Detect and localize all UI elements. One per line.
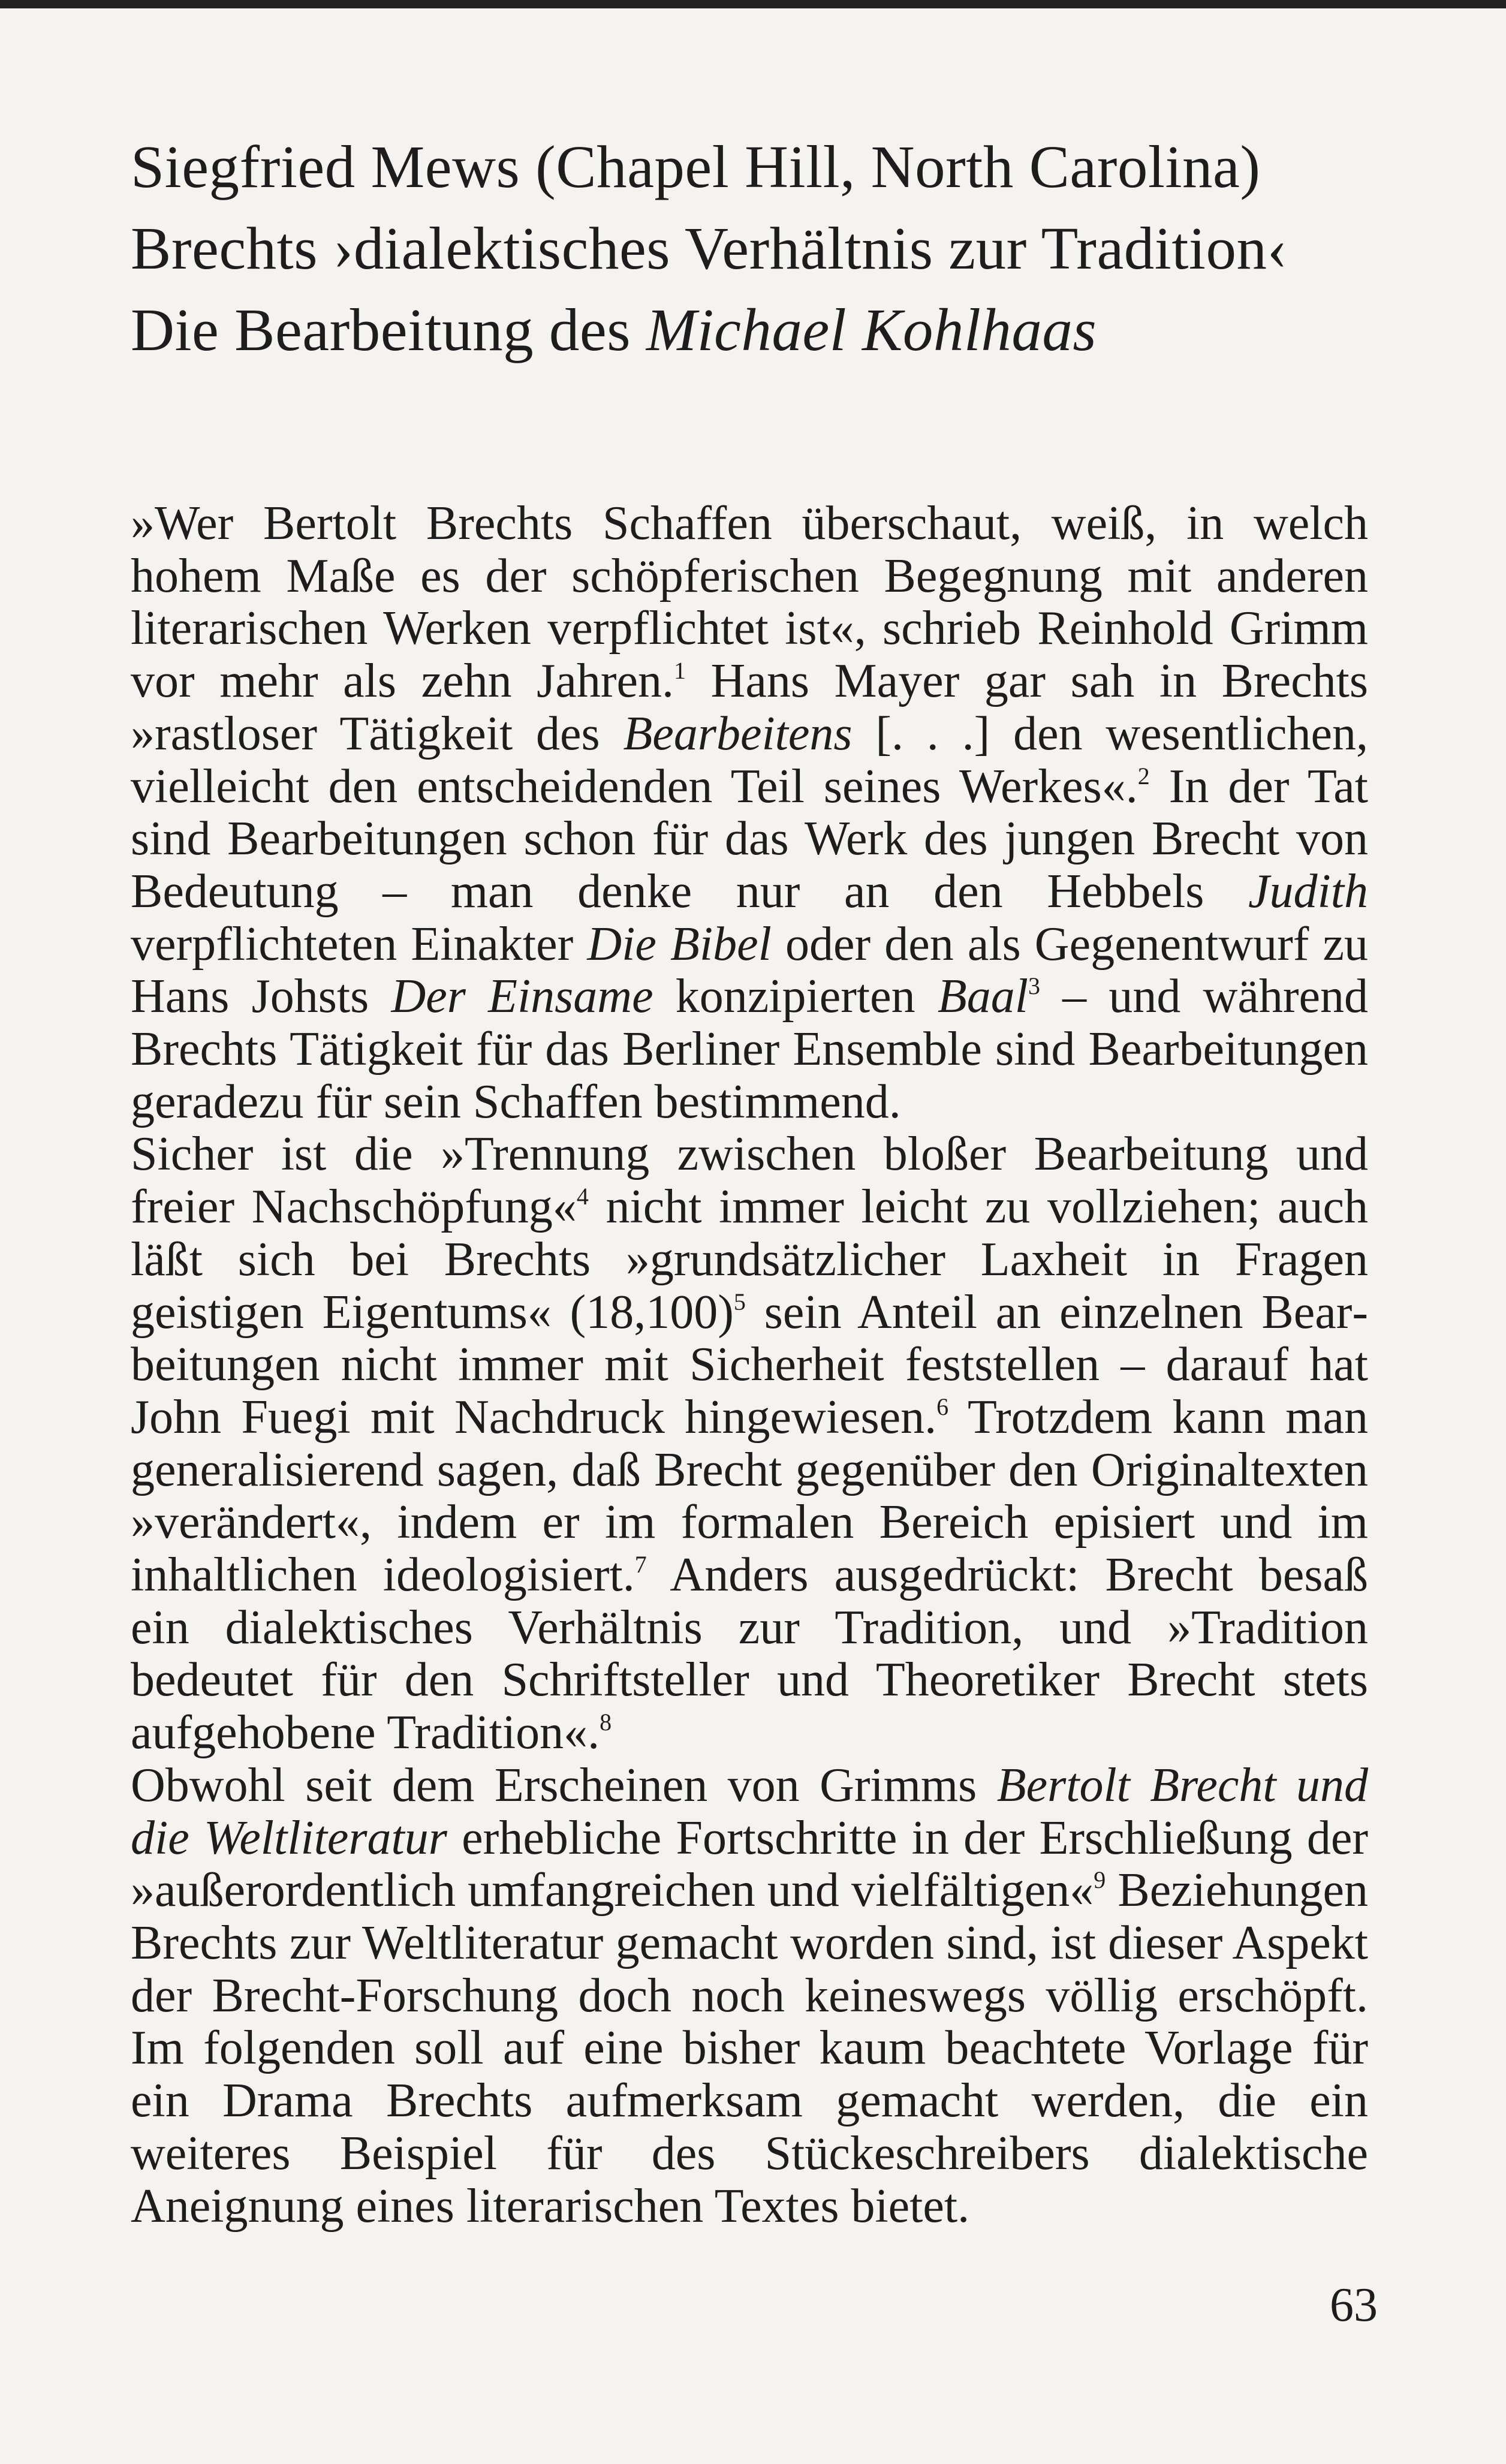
- footnote-marker: 2: [1137, 762, 1150, 790]
- italic-run: Bertolt Brecht und die Weltliteratur: [131, 1758, 1368, 1864]
- text-run: »Wer Bertolt Brechts Schaffen überschaut, weiß, in welch hohem Maße es der schöpferischen Begegnung mit anderen literarischen Werken verpflichtet ist«, schrieb Reinhold Grimm vor mehr als zehn Jahren.: [131, 497, 1368, 708]
- footnote-marker: 9: [1094, 1866, 1106, 1894]
- article-heading: [131, 126, 1390, 370]
- text-run: oder den als Gegenentwurf zu Hans Johsts: [131, 917, 1368, 1023]
- text-run: [. . .] den wesentlichen, vielleicht den entscheidenden Teil seines Werkes«.: [131, 707, 1369, 813]
- text-run: Hans Mayer gar sah in Brechts »rastloser Tätigkeit des: [131, 655, 1369, 760]
- footnote-marker: 5: [733, 1288, 746, 1315]
- page-number: 63: [1330, 2279, 1378, 2332]
- italic-run: Baal: [937, 970, 1028, 1023]
- footnote-marker: 4: [576, 1183, 589, 1210]
- top-edge-rule: [0, 0, 1506, 8]
- text-run: verpflichteten Einakter: [131, 917, 588, 971]
- footnote-marker: 7: [634, 1551, 647, 1579]
- subtitle-work-title: Michael Kohlhaas: [646, 296, 1097, 363]
- text-run: nicht immer leicht zu vollziehen; auch läßt sich bei Brechts »grundsätzlicher Laxheit in Fragen geistigen Eigentums« (18,100): [131, 1180, 1369, 1339]
- text-run: Anders ausgedrückt: Brecht besaß ein dialektisches Verhältnis zur Tradition, und »Tradition bedeutet für den Schriftsteller und Theoretiker Brecht stets aufgehobene Tradition«.: [131, 1549, 1369, 1760]
- body-text: [131, 498, 1368, 2233]
- text-run: Beziehungen Brechts zur Weltliteratur gemacht worden sind, ist dieser Aspekt der Brecht-Forschung doch noch keineswegs völlig erschöpft. Im folgenden soll auf eine bisher kaum beachtete Vorlage für ein Drama Brechts aufmerksam gemacht werden, die ein weiteres Beispiel für des Stückeschreibers dialektische Aneignung eines literarischen Textes bietet.: [131, 1864, 1368, 2233]
- footnote-marker: 1: [673, 657, 686, 685]
- paragraph-2: [131, 1128, 1368, 1759]
- title-line: Brechts ›dialektisches Verhältnis zur Tradition‹: [131, 215, 1288, 282]
- author-line: Siegfried Mews (Chapel Hill, North Carolina): [131, 133, 1261, 200]
- text-run: Obwohl seit dem Erscheinen von Grimms: [131, 1758, 997, 1812]
- text-run: In der Tat sind Bearbeitungen schon für das Werk des jungen Brecht von Bedeutung – man denke nur an den Hebbels: [131, 760, 1369, 918]
- paragraph-1: [131, 498, 1368, 1128]
- subtitle-line: [131, 289, 1390, 370]
- italic-run: Bearbeitens: [623, 707, 853, 760]
- footnote-marker: 3: [1028, 972, 1040, 1000]
- footnote-marker: 6: [936, 1393, 949, 1420]
- italic-run: Der Einsame: [391, 970, 653, 1023]
- subtitle-prefix: Die Bearbeitung des: [131, 296, 646, 363]
- italic-run: Judith: [1248, 864, 1368, 918]
- paragraph-3: [131, 1760, 1368, 2233]
- text-run: – und während Brechts Tätigkeit für das Berliner Ensemble sind Bearbeitungen geradezu für sein Schaffen bestimmend.: [131, 970, 1369, 1128]
- text-run: sein Anteil an einzelnen Bearbeitungen nicht immer mit Sicherheit feststellen – darauf hat John Fuegi mit Nachdruck hingewiesen.: [131, 1285, 1369, 1444]
- text-run: konzipierten: [653, 970, 938, 1023]
- footnote-marker: 8: [600, 1709, 612, 1736]
- text-run: Sicher ist die »Trennung zwischen bloßer Bearbeitung und freier Nachschöpfung«: [131, 1128, 1368, 1234]
- italic-run: Die Bibel: [587, 917, 772, 971]
- text-run: erhebliche Fortschritte in der Erschließung der »außerordentlich umfangreichen und vielfältigen«: [131, 1811, 1368, 1917]
- text-run: Trotzdem kann man generalisierend sagen, daß Brecht gegenüber den Originaltexten »verändert«, indem er im formalen Bereich episiert und im inhaltlichen ideologisiert.: [131, 1390, 1369, 1602]
